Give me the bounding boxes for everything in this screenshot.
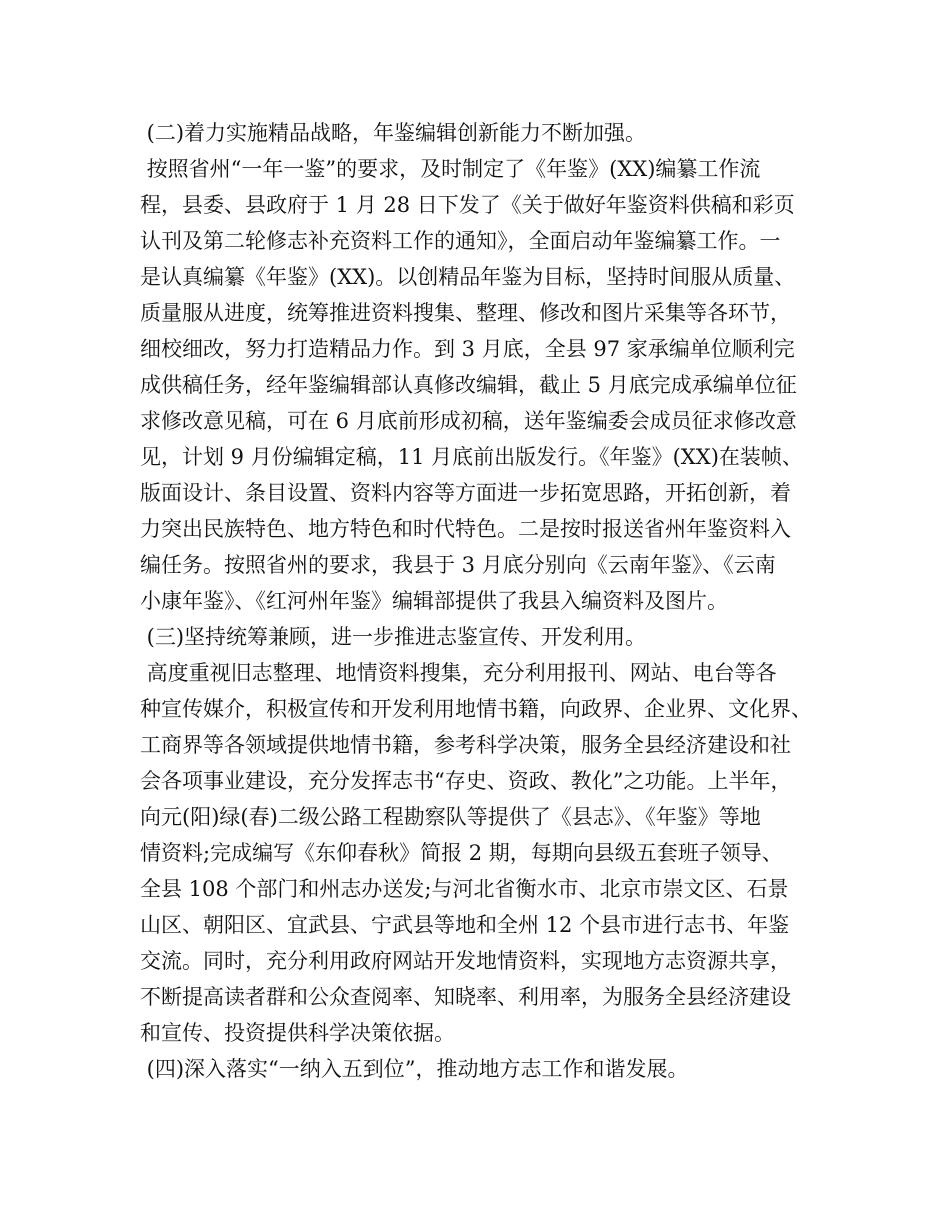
text-line: 和宣传、投资提供科学决策依据。 — [140, 1021, 455, 1045]
text-line: 全县 108 个部门和州志办送发;与河北省衡水市、北京市崇文区、石景 — [140, 877, 789, 901]
text-line: 向元(阳)绿(春)二级公路工程勘察队等提供了《县志》、《年鉴》等地 — [140, 805, 761, 829]
text-line: 是认真编纂《年鉴》(XX)。以创精品年鉴为目标，坚持时间服从质量、 — [140, 265, 796, 289]
text-line: 交流。同时，充分利用政府网站开发地情资料，实现地方志资源共享， — [140, 949, 791, 973]
text-line: 见，计划 9 月份编辑定稿，11 月底前出版发行。《年鉴》(XX)在装帧、 — [140, 445, 803, 469]
text-line: 细校细改，努力打造精品力作。到 3 月底，全县 97 家承编单位顺利完 — [140, 337, 795, 361]
text-line: 版面设计、条目设置、资料内容等方面进一步拓宽思路，开拓创新，着 — [140, 481, 791, 505]
text-line: 力突出民族特色、地方特色和时代特色。二是按时报送省州年鉴资料入 — [140, 517, 791, 541]
text-line: 认刊及第二轮修志补充资料工作的通知》，全面启动年鉴编纂工作。一 — [140, 229, 781, 253]
text-line: 情资料;完成编写《东仰春秋》简报 2 期，每期向县级五套班子领导、 — [140, 841, 783, 865]
text-line: 程，县委、县政府于 1 月 28 日下发了《关于做好年鉴资料供稿和彩页 — [140, 193, 795, 217]
text-line: 小康年鉴》、《红河州年鉴》编辑部提供了我县入编资料及图片。 — [140, 589, 728, 613]
text-line: 种宣传媒介，积极宣传和开发利用地情书籍，向政界、企业界、文化界、 — [140, 697, 812, 721]
text-line: 编任务。按照省州的要求，我县于 3 月底分别向《云南年鉴》、《云南 — [140, 553, 776, 577]
text-line: 工商界等各领域提供地情书籍，参考科学决策，服务全县经济建设和社 — [140, 733, 791, 757]
text-line: 按照省州“一年一鉴”的要求，及时制定了《年鉴》(XX)编纂工作流 — [140, 157, 761, 181]
section-heading-3: (三)坚持统筹兼顾，进一步推进志鉴宣传、开发利用。 — [140, 625, 647, 649]
text-line: 高度重视旧志整理、地情资料搜集，充分利用报刊、网站、电台等各 — [140, 661, 777, 685]
document-body — [140, 115, 830, 1087]
text-line: 不断提高读者群和公众查阅率、知晓率、利用率，为服务全县经济建设 — [140, 985, 791, 1009]
section-heading-4: (四)深入落实“一纳入五到位”，推动地方志工作和谐发展。 — [140, 1057, 689, 1081]
text-line: 山区、朝阳区、宜武县、宁武县等地和全州 12 个县市进行志书、年鉴 — [140, 913, 790, 937]
section-heading-2: (二)着力实施精品战略，年鉴编辑创新能力不断加强。 — [140, 121, 647, 145]
text-line: 求修改意见稿，可在 6 月底前形成初稿，送年鉴编委会成员征求修改意 — [140, 409, 797, 433]
text-line: 会各项事业建设，充分发挥志书“存史、资政、教化”之功能。上半年， — [140, 769, 792, 793]
text-line: 成供稿任务，经年鉴编辑部认真修改编辑，截止 5 月底完成承编单位征 — [140, 373, 797, 397]
text-line: 质量服从进度，统筹推进资料搜集、整理、修改和图片采集等各环节， — [140, 301, 791, 325]
